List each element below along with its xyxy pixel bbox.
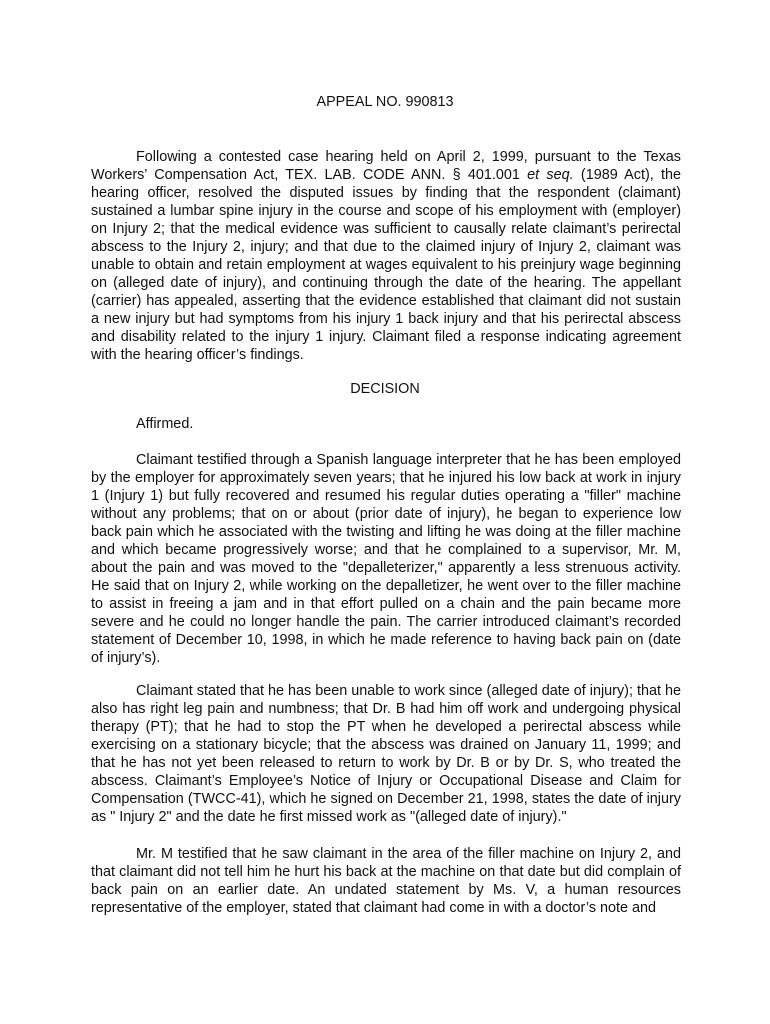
- paragraph-testimony-text: Claimant testified through a Spanish language interpreter that he has been employed by the employer for approximately seven years; that he injured his low back at work in injury 1 (Injury 1) but fully recovered and resumed his regular duties operating a "filler" machine without any problems; that on or about (prior date of injury), he began to experience low back pain which he associated with the twisting and lifting he was doing at the filler machine and which became progressively worse; and that he complained to a supervisor, Mr. M, about the pain and was moved to the "depalleterizer," apparently a less strenuous activity. He said that on Injury 2, while working on the depalletizer, he went over to the filler machine to assist in freeing a jam and in that effort pulled on a chain and the pain became more severe and he could no longer handle the pain. The carrier introduced claimant’s recorded statement of December 10, 1998, in which he made reference to having back pain on (date of injury’s).: [91, 452, 681, 666]
- affirmed-text: Affirmed.: [136, 416, 194, 432]
- page-title: APPEAL NO. 990813: [316, 94, 454, 110]
- paragraph-testimony: [91, 451, 681, 667]
- paragraph-intro-text-b: (1989 Act), the hearing officer, resolved the disputed issues by finding that the respondent (claimant) sustained a lumbar spine injury in the course and scope of his employment with (employer) on Injury 2; that the medical evidence was sufficient to causally relate claimant’s perirectal abscess to the Injury 2, injury; and that due to the claimed injury of Injury 2, claimant was unable to obtain and retain employment at wages equivalent to his preinjury wage beginning on (alleged date of injury), and continuing through the date of the hearing. The appellant (carrier) has appealed, asserting that the evidence established that claimant did not sustain a new injury but had symptoms from his injury 1 back injury and that his perirectal abscess and disability related to the injury 1 injury. Claimant filed a response indicating agreement with the hearing officer’s findings.: [91, 167, 682, 363]
- paragraph-intro: [91, 148, 681, 364]
- decision-heading: DECISION: [350, 381, 420, 397]
- paragraph-supervisor-text: Mr. M testified that he saw claimant in the area of the filler machine on Injury 2, and that claimant did not tell him he hurt his back at the machine on that date but did complain of back pain on an earlier date. An undated statement by Ms. V, a human resources representative of the employer, stated that claimant had come in with a doctor’s note and: [91, 846, 681, 916]
- paragraph-intro-text-a: Following a contested case hearing held on April 2, 1999, pursuant to the Texas Workers’ Compensation Act, TEX. LAB. CODE ANN. § 401.001: [91, 149, 681, 183]
- paragraph-supervisor: [91, 845, 681, 917]
- paragraph-work-status-text: Claimant stated that he has been unable to work since (alleged date of injury); that he also has right leg pain and numbness; that Dr. B had him off work and undergoing physical therapy (PT); that he had to stop the PT when he developed a perirectal abscess while exercising on a stationary bicycle; that the abscess was drained on January 11, 1999; and that he has not yet been released to return to work by Dr. B or by Dr. S, who treated the abscess. Claimant’s Employee’s Notice of Injury or Occupational Disease and Claim for Compensation (TWCC-41), which he signed on December 21, 1998, states the date of injury as " Injury 2" and the date he first missed work as "(alleged date of injury).": [91, 683, 681, 825]
- paragraph-intro-italic: et seq.: [527, 167, 574, 183]
- paragraph-work-status: [91, 682, 681, 826]
